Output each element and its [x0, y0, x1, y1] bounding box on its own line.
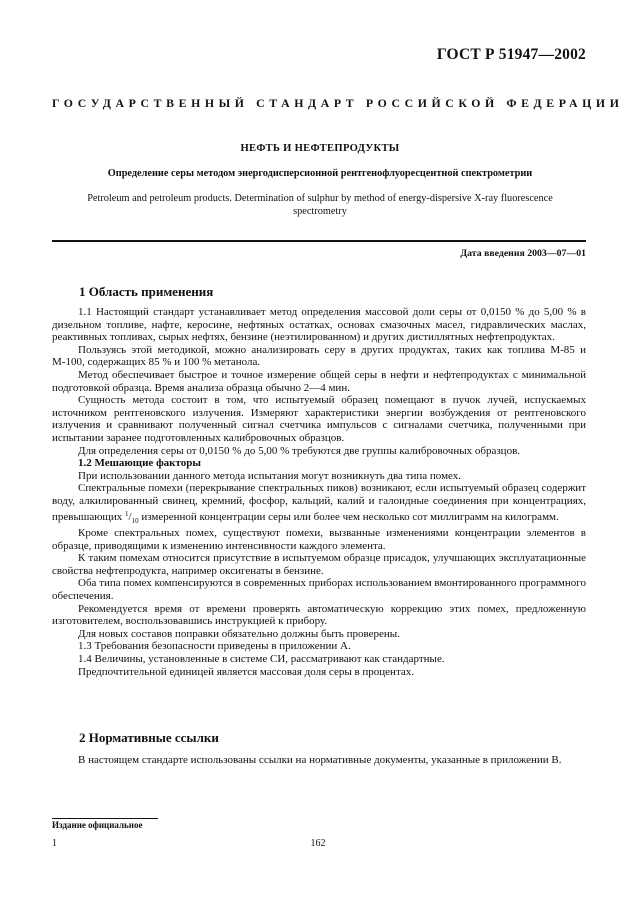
paragraph: Сущность метода состоит в том, что испытуемый образец помещают в пучок лучей, испускаемых источником рентгеновского излучения. Измеряют характеристики энергии возбуждения от рентгеновского излучения и сравнивают полученный сигнал счетчика импульсов с сигналами счетчика, полученными при испытании заранее подготовленных калибровочных образцов.: [52, 394, 586, 444]
paragraph-part: Спектральные помехи (перекрывание спектральных пиков) возникают, если испытуемый образец содержит воду, алкилированный свинец, кремний, фосфор, кальций, калий и галоидные соединения при концентрациях, превышающих: [52, 482, 586, 523]
paragraph: Для новых составов поправки обязательно должны быть проверены.: [78, 627, 400, 640]
section-1-body: [52, 306, 586, 678]
fraction-denominator: 10: [131, 516, 139, 525]
document-code: ГОСТ Р 51947—2002: [436, 46, 586, 63]
paragraph-part: измеренной концентрации серы или более чем несколько сот миллиграмм на килограмм.: [141, 510, 559, 523]
russian-subtitle: Определение серы методом энергодисперсионной рентгенофлуоресцентной спектрометрии: [107, 168, 533, 179]
english-title: Petroleum and petroleum products. Determination of sulphur by method of energy-dispersive X-ray fluorescence spectrometry: [87, 193, 553, 217]
page-number: 162: [310, 838, 326, 849]
subsection-1-2-heading: 1.2 Мешающие факторы: [78, 457, 201, 470]
paragraph: Спектральные помехи (перекрывание спектральных пиков) возникают, если испытуемый образец содержит воду, алкилированный свинец, кремний, фосфор, кальций, калий и галоидные соединения при концентрациях, превышающих $^1/_{10}$ измеренной концентрации серы или более чем несколько сот миллиграмм на килограмм.: [52, 482, 586, 525]
paragraph: 1.1 Настоящий стандарт устанавливает метод определения массовой доли серы от 0,0150 % до 5,00 % в дизельном топливе, нафте, керосине, нефтяных остатках, основах смазочных масел, гидравлических маслах, реактивных топливах, сырых нефтях, бензине (неэтилированном) и других дистиллятных нефтепродуктах.: [52, 306, 586, 344]
footer-left-number: 1: [52, 838, 57, 849]
paragraph: Пользуясь этой методикой, можно анализировать серу в других продуктах, таких как топлива М-85 и М-100, содержащих 85 % и 100 % метанола.: [52, 343, 586, 369]
standard-title: ГОСУДАРСТВЕННЫЙ СТАНДАРТ РОССИЙСКОЙ ФЕДЕРАЦИИ: [52, 96, 624, 110]
paragraph: 1.4 Величины, установленные в системе СИ, рассматривают как стандартные.: [78, 653, 445, 666]
main-title: НЕФТЬ И НЕФТЕПРОДУКТЫ: [240, 143, 400, 154]
paragraph: Предпочтительной единицей является массовая доля серы в процентах.: [78, 665, 415, 678]
paragraph: Для определения серы от 0,0150 % до 5,00 % требуются две группы калибровочных образцов.: [78, 444, 521, 457]
paragraph: Кроме спектральных помех, существуют помехи, вызванные изменениями концентрации элементов в образце, приводящими к изменению интенсивности каждого элемента.: [52, 527, 586, 552]
section-1-heading: 1 Область применения: [79, 284, 214, 299]
paragraph: Метод обеспечивает быстрое и точное измерение общей серы в нефти и нефтепродуктах с минимальной подготовкой образца. Время анализа образца обычно 2—4 мин.: [52, 368, 586, 394]
fraction-numerator: 1: [125, 509, 129, 518]
paragraph: При использовании данного метода испытания могут возникнуть два типа помех.: [78, 469, 462, 482]
header-divider: [52, 240, 586, 242]
footer-divider: [52, 818, 158, 819]
edition-label: Издание официальное: [52, 820, 143, 830]
paragraph: 1.3 Требования безопасности приведены в приложении А.: [78, 640, 351, 653]
paragraph: В настоящем стандарте использованы ссылки на нормативные документы, указанные в приложении В.: [78, 754, 562, 766]
paragraph: Оба типа помех компенсируются в современных приборах использованием вмонтированного программного обеспечения.: [52, 577, 586, 603]
section-2-body: [52, 754, 586, 767]
paragraph: К таким помехам относится присутствие в испытуемом образце присадок, улучшающих эксплуатационные свойства нефтепродукта, например оксигенаты в бензине.: [52, 552, 586, 577]
introduction-date: Дата введения 2003—07—01: [460, 248, 586, 259]
section-2-heading: 2 Нормативные ссылки: [79, 730, 219, 745]
paragraph: Рекомендуется время от времени проверять автоматическую коррекцию этих помех, предложенную изготовителем, воспользовавшись инструкцией к прибору.: [52, 602, 586, 628]
